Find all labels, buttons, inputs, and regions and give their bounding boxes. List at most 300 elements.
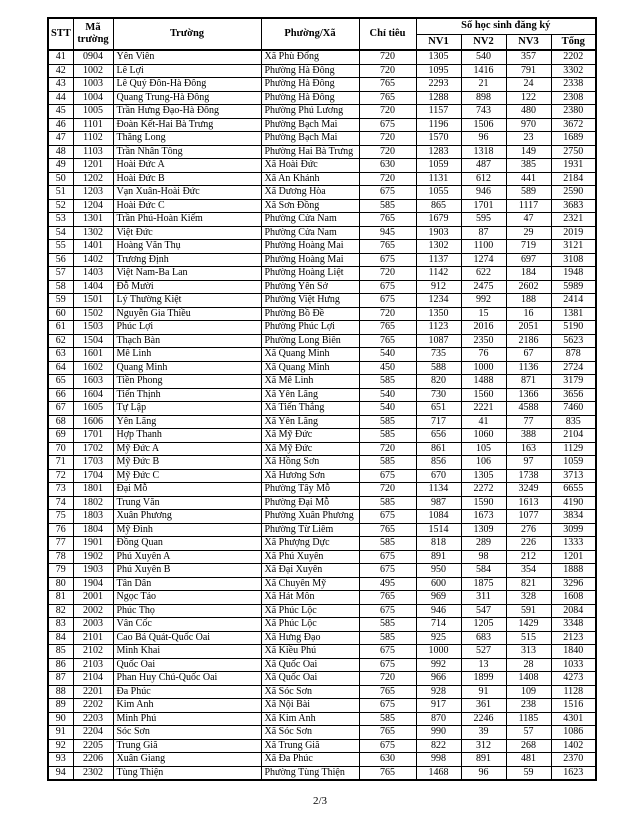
cell-nv1: 946 (416, 604, 461, 618)
page-number: 2/3 (312, 795, 328, 807)
cell-chi-tieu: 585 (359, 415, 416, 429)
cell-nv2: 361 (461, 699, 506, 713)
cell-nv3: 1738 (506, 469, 551, 483)
cell-phuong-xa: Xã Yên Lãng (261, 388, 359, 402)
cell-ma-truong: 1602 (73, 361, 113, 375)
cell-chi-tieu: 720 (359, 483, 416, 497)
cell-truong: Phú Xuyên A (113, 550, 261, 564)
cell-ma-truong: 1804 (73, 523, 113, 537)
cell-nv1: 917 (416, 699, 461, 713)
cell-nv3: 328 (506, 591, 551, 605)
table-row (48, 280, 596, 294)
cell-nv2: 1899 (461, 672, 506, 686)
cell-ma-truong: 1404 (73, 280, 113, 294)
cell-phuong-xa: Phường Phú Lương (261, 105, 359, 119)
cell-tong: 2750 (551, 145, 596, 159)
table-row (48, 402, 596, 416)
cell-tong: 3099 (551, 523, 596, 537)
cell-ma-truong: 1301 (73, 213, 113, 227)
cell-nv2: 1305 (461, 469, 506, 483)
cell-chi-tieu: 630 (359, 753, 416, 767)
cell-truong: Xuân Giang (113, 753, 261, 767)
cell-nv3: 1366 (506, 388, 551, 402)
cell-nv1: 730 (416, 388, 461, 402)
cell-nv1: 1283 (416, 145, 461, 159)
cell-nv1: 1468 (416, 766, 461, 780)
cell-phuong-xa: Xã Hưng Đạo (261, 631, 359, 645)
cell-nv3: 1077 (506, 510, 551, 524)
table-row (48, 591, 596, 605)
cell-truong: Lê Quý Đôn-Hà Đông (113, 78, 261, 92)
cell-nv2: 898 (461, 91, 506, 105)
cell-nv1: 1570 (416, 132, 461, 146)
cell-nv1: 1157 (416, 105, 461, 119)
cell-nv3: 871 (506, 375, 551, 389)
cell-nv1: 818 (416, 537, 461, 551)
cell-stt: 70 (48, 442, 73, 456)
cell-chi-tieu: 720 (359, 64, 416, 78)
cell-truong: Trương Định (113, 253, 261, 267)
cell-stt: 79 (48, 564, 73, 578)
cell-tong: 835 (551, 415, 596, 429)
cell-chi-tieu: 765 (359, 523, 416, 537)
cell-nv3: 28 (506, 658, 551, 672)
cell-truong: Việt Đức (113, 226, 261, 240)
cell-truong: Quang Minh (113, 361, 261, 375)
cell-phuong-xa: Xã Mỹ Đức (261, 442, 359, 456)
cell-tong: 3672 (551, 118, 596, 132)
cell-nv3: 238 (506, 699, 551, 713)
cell-nv3: 276 (506, 523, 551, 537)
cell-phuong-xa: Phường Hai Bà Trưng (261, 145, 359, 159)
cell-nv1: 987 (416, 496, 461, 510)
cell-ma-truong: 1101 (73, 118, 113, 132)
cell-truong: Hoài Đức B (113, 172, 261, 186)
cell-phuong-xa: Xã An Khánh (261, 172, 359, 186)
cell-nv3: 970 (506, 118, 551, 132)
cell-tong: 878 (551, 348, 596, 362)
cell-nv2: 547 (461, 604, 506, 618)
cell-stt: 54 (48, 226, 73, 240)
table-row (48, 726, 596, 740)
cell-nv2: 96 (461, 766, 506, 780)
cell-truong: Lê Lợi (113, 64, 261, 78)
cell-nv1: 1350 (416, 307, 461, 321)
cell-chi-tieu: 585 (359, 618, 416, 632)
cell-phuong-xa: Phường Xuân Phương (261, 510, 359, 524)
cell-nv1: 925 (416, 631, 461, 645)
cell-ma-truong: 2002 (73, 604, 113, 618)
table-row (48, 64, 596, 78)
cell-stt: 81 (48, 591, 73, 605)
cell-stt: 47 (48, 132, 73, 146)
cell-stt: 55 (48, 240, 73, 254)
table-row (48, 483, 596, 497)
cell-truong: Sóc Sơn (113, 726, 261, 740)
school-registration-table (47, 17, 597, 781)
cell-nv1: 1055 (416, 186, 461, 200)
cell-nv1: 1000 (416, 645, 461, 659)
cell-ma-truong: 2104 (73, 672, 113, 686)
table-row (48, 294, 596, 308)
cell-nv1: 998 (416, 753, 461, 767)
cell-tong: 2202 (551, 50, 596, 64)
cell-nv3: 268 (506, 739, 551, 753)
cell-nv3: 3249 (506, 483, 551, 497)
cell-tong: 1059 (551, 456, 596, 470)
cell-chi-tieu: 720 (359, 267, 416, 281)
cell-tong: 1333 (551, 537, 596, 551)
header-ma-truong: Mã trường (73, 18, 113, 50)
cell-nv1: 992 (416, 658, 461, 672)
cell-chi-tieu: 675 (359, 253, 416, 267)
cell-nv2: 2246 (461, 712, 506, 726)
cell-chi-tieu: 675 (359, 186, 416, 200)
cell-nv1: 969 (416, 591, 461, 605)
cell-phuong-xa: Xã Nội Bài (261, 699, 359, 713)
cell-nv3: 163 (506, 442, 551, 456)
cell-phuong-xa: Xã Kim Anh (261, 712, 359, 726)
cell-ma-truong: 2001 (73, 591, 113, 605)
cell-ma-truong: 1702 (73, 442, 113, 456)
cell-stt: 63 (48, 348, 73, 362)
cell-tong: 3179 (551, 375, 596, 389)
cell-nv2: 87 (461, 226, 506, 240)
cell-ma-truong: 1904 (73, 577, 113, 591)
cell-stt: 59 (48, 294, 73, 308)
header-so-hoc-sinh-dang-ky: Số học sinh đăng ký (416, 18, 596, 34)
cell-tong: 2370 (551, 753, 596, 767)
cell-nv1: 1137 (416, 253, 461, 267)
cell-nv2: 13 (461, 658, 506, 672)
cell-chi-tieu: 675 (359, 604, 416, 618)
cell-truong: Lý Thường Kiệt (113, 294, 261, 308)
cell-nv1: 2293 (416, 78, 461, 92)
cell-nv3: 16 (506, 307, 551, 321)
cell-nv3: 1136 (506, 361, 551, 375)
cell-chi-tieu: 585 (359, 429, 416, 443)
cell-nv1: 856 (416, 456, 461, 470)
cell-nv3: 1613 (506, 496, 551, 510)
cell-chi-tieu: 720 (359, 672, 416, 686)
cell-nv2: 1060 (461, 429, 506, 443)
cell-nv3: 212 (506, 550, 551, 564)
cell-nv3: 591 (506, 604, 551, 618)
cell-stt: 57 (48, 267, 73, 281)
cell-nv3: 697 (506, 253, 551, 267)
cell-ma-truong: 1606 (73, 415, 113, 429)
table-row (48, 159, 596, 173)
cell-stt: 64 (48, 361, 73, 375)
cell-nv2: 2350 (461, 334, 506, 348)
cell-tong: 3121 (551, 240, 596, 254)
cell-nv2: 312 (461, 739, 506, 753)
cell-stt: 69 (48, 429, 73, 443)
cell-phuong-xa: Xã Trung Giã (261, 739, 359, 753)
cell-stt: 71 (48, 456, 73, 470)
cell-nv2: 992 (461, 294, 506, 308)
cell-phuong-xa: Phường Đại Mỗ (261, 496, 359, 510)
cell-truong: Trần Phú-Hoàn Kiếm (113, 213, 261, 227)
cell-nv2: 540 (461, 50, 506, 64)
cell-nv3: 23 (506, 132, 551, 146)
table-row (48, 550, 596, 564)
cell-nv1: 1305 (416, 50, 461, 64)
cell-ma-truong: 1004 (73, 91, 113, 105)
cell-ma-truong: 1503 (73, 321, 113, 335)
cell-nv1: 865 (416, 199, 461, 213)
cell-stt: 52 (48, 199, 73, 213)
cell-nv3: 184 (506, 267, 551, 281)
table-row (48, 361, 596, 375)
cell-nv2: 1274 (461, 253, 506, 267)
cell-stt: 94 (48, 766, 73, 780)
cell-phuong-xa: Phường Tây Mỗ (261, 483, 359, 497)
cell-nv1: 966 (416, 672, 461, 686)
cell-truong: Quốc Oai (113, 658, 261, 672)
table-row (48, 240, 596, 254)
cell-truong: Tự Lập (113, 402, 261, 416)
cell-tong: 2019 (551, 226, 596, 240)
cell-nv2: 946 (461, 186, 506, 200)
table-row (48, 267, 596, 281)
cell-nv1: 735 (416, 348, 461, 362)
cell-phuong-xa: Xã Đa Phúc (261, 753, 359, 767)
cell-truong: Đại Mỗ (113, 483, 261, 497)
cell-nv2: 311 (461, 591, 506, 605)
cell-stt: 89 (48, 699, 73, 713)
cell-nv1: 1196 (416, 118, 461, 132)
cell-stt: 85 (48, 645, 73, 659)
cell-chi-tieu: 675 (359, 699, 416, 713)
cell-ma-truong: 1103 (73, 145, 113, 159)
cell-tong: 1033 (551, 658, 596, 672)
cell-ma-truong: 1605 (73, 402, 113, 416)
cell-ma-truong: 1201 (73, 159, 113, 173)
cell-stt: 48 (48, 145, 73, 159)
cell-truong: Mỹ Đình (113, 523, 261, 537)
cell-ma-truong: 1901 (73, 537, 113, 551)
cell-chi-tieu: 630 (359, 159, 416, 173)
cell-tong: 2590 (551, 186, 596, 200)
cell-truong: Kim Anh (113, 699, 261, 713)
cell-tong: 2338 (551, 78, 596, 92)
cell-phuong-xa: Xã Hát Môn (261, 591, 359, 605)
cell-nv1: 1134 (416, 483, 461, 497)
table-row (48, 604, 596, 618)
cell-ma-truong: 1903 (73, 564, 113, 578)
cell-nv3: 47 (506, 213, 551, 227)
cell-stt: 66 (48, 388, 73, 402)
cell-chi-tieu: 720 (359, 172, 416, 186)
cell-truong: Tùng Thiện (113, 766, 261, 780)
cell-nv2: 1590 (461, 496, 506, 510)
table-header (48, 18, 596, 50)
cell-stt: 91 (48, 726, 73, 740)
table-row (48, 753, 596, 767)
cell-nv2: 106 (461, 456, 506, 470)
cell-tong: 2084 (551, 604, 596, 618)
cell-nv2: 39 (461, 726, 506, 740)
cell-tong: 1608 (551, 591, 596, 605)
cell-ma-truong: 1204 (73, 199, 113, 213)
cell-tong: 1623 (551, 766, 596, 780)
cell-nv1: 651 (416, 402, 461, 416)
cell-tong: 2184 (551, 172, 596, 186)
cell-nv2: 98 (461, 550, 506, 564)
cell-nv2: 527 (461, 645, 506, 659)
cell-tong: 3683 (551, 199, 596, 213)
cell-stt: 46 (48, 118, 73, 132)
cell-nv3: 313 (506, 645, 551, 659)
cell-chi-tieu: 720 (359, 50, 416, 64)
table-row (48, 226, 596, 240)
cell-tong: 1402 (551, 739, 596, 753)
cell-phuong-xa: Phường Bạch Mai (261, 118, 359, 132)
cell-stt: 82 (48, 604, 73, 618)
cell-tong: 3834 (551, 510, 596, 524)
cell-nv1: 670 (416, 469, 461, 483)
cell-truong: Hoài Đức A (113, 159, 261, 173)
cell-phuong-xa: Xã Quang Minh (261, 348, 359, 362)
cell-nv3: 357 (506, 50, 551, 64)
table-row (48, 118, 596, 132)
cell-stt: 74 (48, 496, 73, 510)
cell-truong: Hợp Thanh (113, 429, 261, 443)
cell-chi-tieu: 720 (359, 145, 416, 159)
header-nv3: NV3 (506, 34, 551, 50)
cell-phuong-xa: Xã Dương Hòa (261, 186, 359, 200)
cell-chi-tieu: 765 (359, 334, 416, 348)
cell-ma-truong: 2102 (73, 645, 113, 659)
cell-tong: 1381 (551, 307, 596, 321)
cell-truong: Yên Lãng (113, 415, 261, 429)
cell-nv3: 226 (506, 537, 551, 551)
cell-ma-truong: 2302 (73, 766, 113, 780)
school-table-body (48, 50, 596, 780)
table-row (48, 334, 596, 348)
cell-nv3: 821 (506, 577, 551, 591)
cell-nv1: 1087 (416, 334, 461, 348)
header-nv1: NV1 (416, 34, 461, 50)
cell-stt: 51 (48, 186, 73, 200)
table-row (48, 442, 596, 456)
cell-nv2: 105 (461, 442, 506, 456)
cell-tong: 3656 (551, 388, 596, 402)
cell-nv1: 928 (416, 685, 461, 699)
cell-ma-truong: 1501 (73, 294, 113, 308)
cell-nv2: 96 (461, 132, 506, 146)
table-row (48, 145, 596, 159)
cell-phuong-xa: Phường Phúc Lợi (261, 321, 359, 335)
cell-nv1: 950 (416, 564, 461, 578)
cell-chi-tieu: 675 (359, 658, 416, 672)
cell-ma-truong: 2203 (73, 712, 113, 726)
table-row (48, 469, 596, 483)
cell-chi-tieu: 675 (359, 118, 416, 132)
cell-nv2: 21 (461, 78, 506, 92)
cell-phuong-xa: Phường Việt Hưng (261, 294, 359, 308)
cell-truong: Trần Hưng Đạo-Hà Đông (113, 105, 261, 119)
table-row (48, 388, 596, 402)
cell-stt: 58 (48, 280, 73, 294)
cell-truong: Quang Trung-Hà Đông (113, 91, 261, 105)
cell-nv2: 1560 (461, 388, 506, 402)
cell-stt: 92 (48, 739, 73, 753)
cell-truong: Đa Phúc (113, 685, 261, 699)
cell-phuong-xa: Phường Từ Liêm (261, 523, 359, 537)
cell-nv1: 1142 (416, 267, 461, 281)
cell-phuong-xa: Phường Cửa Nam (261, 213, 359, 227)
cell-truong: Mỹ Đức C (113, 469, 261, 483)
cell-nv2: 612 (461, 172, 506, 186)
cell-nv2: 584 (461, 564, 506, 578)
cell-phuong-xa: Phường Hà Đông (261, 91, 359, 105)
cell-nv2: 595 (461, 213, 506, 227)
cell-nv2: 15 (461, 307, 506, 321)
cell-stt: 42 (48, 64, 73, 78)
cell-chi-tieu: 495 (359, 577, 416, 591)
cell-stt: 45 (48, 105, 73, 119)
cell-nv2: 487 (461, 159, 506, 173)
cell-stt: 87 (48, 672, 73, 686)
cell-ma-truong: 1802 (73, 496, 113, 510)
cell-nv1: 1234 (416, 294, 461, 308)
cell-phuong-xa: Xã Mỹ Đức (261, 429, 359, 443)
cell-tong: 2414 (551, 294, 596, 308)
cell-truong: Thạch Bàn (113, 334, 261, 348)
cell-chi-tieu: 720 (359, 105, 416, 119)
cell-ma-truong: 1601 (73, 348, 113, 362)
cell-ma-truong: 0904 (73, 50, 113, 64)
cell-phuong-xa: Xã Sóc Sơn (261, 685, 359, 699)
cell-nv1: 1679 (416, 213, 461, 227)
cell-nv1: 912 (416, 280, 461, 294)
table-row (48, 564, 596, 578)
table-row (48, 132, 596, 146)
cell-truong: Vạn Xuân-Hoài Đức (113, 186, 261, 200)
cell-ma-truong: 1502 (73, 307, 113, 321)
cell-nv2: 1488 (461, 375, 506, 389)
cell-ma-truong: 1401 (73, 240, 113, 254)
cell-stt: 56 (48, 253, 73, 267)
cell-ma-truong: 1701 (73, 429, 113, 443)
header-truong: Trường (113, 18, 261, 50)
table-row (48, 456, 596, 470)
cell-chi-tieu: 765 (359, 726, 416, 740)
cell-nv2: 743 (461, 105, 506, 119)
cell-chi-tieu: 585 (359, 631, 416, 645)
cell-stt: 41 (48, 50, 73, 64)
cell-phuong-xa: Xã Quang Minh (261, 361, 359, 375)
cell-nv3: 388 (506, 429, 551, 443)
cell-nv2: 622 (461, 267, 506, 281)
cell-stt: 90 (48, 712, 73, 726)
cell-phuong-xa: Phường Bạch Mai (261, 132, 359, 146)
table-row (48, 307, 596, 321)
cell-ma-truong: 1703 (73, 456, 113, 470)
cell-truong: Tân Dân (113, 577, 261, 591)
cell-chi-tieu: 675 (359, 564, 416, 578)
header-phuong-xa: Phường/Xã (261, 18, 359, 50)
cell-phuong-xa: Xã Phù Đổng (261, 50, 359, 64)
table-row (48, 523, 596, 537)
table-row (48, 429, 596, 443)
cell-chi-tieu: 540 (359, 388, 416, 402)
cell-tong: 6655 (551, 483, 596, 497)
cell-ma-truong: 2202 (73, 699, 113, 713)
cell-tong: 3302 (551, 64, 596, 78)
